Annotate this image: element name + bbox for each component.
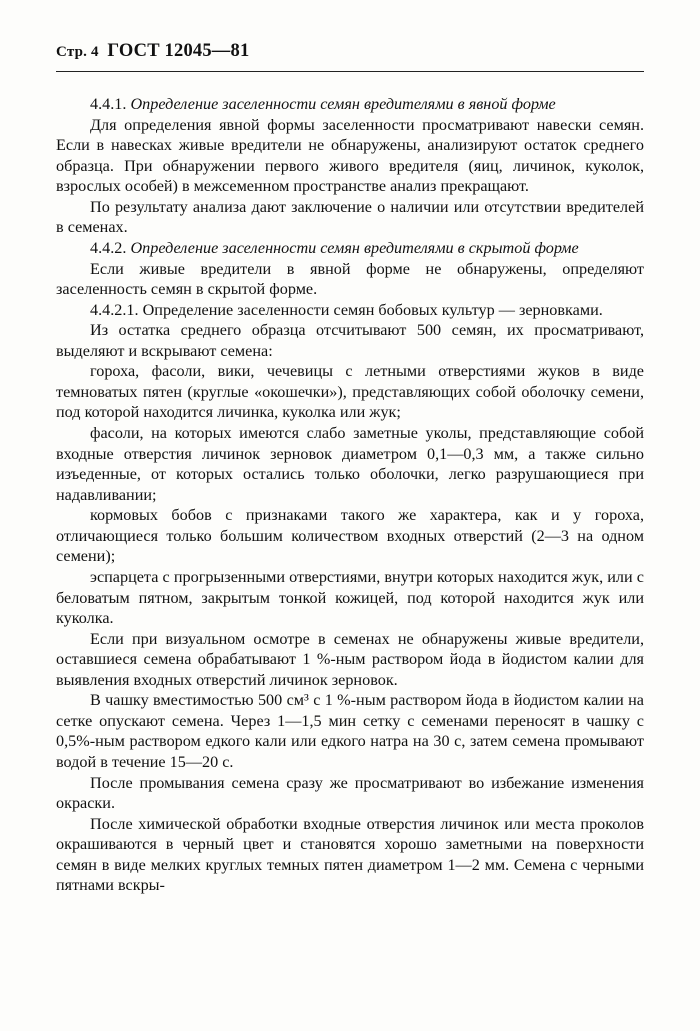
clause-number: 4.4.2.1. bbox=[90, 300, 139, 319]
clause-number: 4.4.2. bbox=[90, 238, 127, 257]
clause-title: Определение заселенности семян вредителями в явной форме bbox=[130, 95, 556, 113]
document-body bbox=[56, 94, 644, 896]
clause-4-4-1-heading bbox=[56, 94, 644, 115]
para-fodder-beans: кормовых бобов с признаками такого же характера, как и у гороха, отличающиеся только большим количеством входных отверстий (2—3 на одном семени); bbox=[56, 506, 644, 566]
page-number: Стр. 4 bbox=[56, 44, 99, 60]
para-iodine-treatment: Если при визуальном осмотре в семенах не обнаружены живые вредители, оставшиеся семена обрабатывают 1 %-ным раствором йода в йодистом калии для выявления входных отверстий личинок зерновок. bbox=[56, 629, 644, 689]
para-sainfoin: эспарцета с прогрызенными отверстиями, внутри которых находится жук, или с беловатым пятном, закрытым тонкой кожицей, под которой находится жук или куколка. bbox=[56, 567, 644, 628]
clause-4-4-2-1 bbox=[56, 300, 644, 321]
standard-designation: ГОСТ 12045—81 bbox=[107, 41, 250, 61]
para-cup-procedure: В чашку вместимостью 500 см³ с 1 %-ным раствором йода в йодистом калии на сетке опускают семена. Через 1—1,5 мин сетку с семенами переносят в чашку с 0,5%-ным раствором едкого кали или едкого натра на 30 с, затем семена промывают водой в течение 15—20 с. bbox=[56, 691, 644, 771]
para-obvious-form-2: По результату анализа дают заключение о наличии или отсутствии вредителей в семенах. bbox=[56, 197, 644, 237]
para-count-500: Из остатка среднего образца отсчитывают 500 семян, их просматривают, выделяют и вскрывают семена: bbox=[56, 321, 644, 360]
clause-text: Определение заселенности семян бобовых культур — зерновками. bbox=[142, 300, 603, 319]
para-peas: гороха, фасоли, вики, чечевицы с летными отверстиями жуков в виде темноватых пятен (круглые «окошечки»), представляющих собой оболочку семени, под которой находится личинка, куколка или жук; bbox=[56, 362, 644, 422]
clause-title: Определение заселенности семян вредителями в скрытой форме bbox=[130, 238, 579, 257]
para-beans: фасоли, на которых имеются слабо заметные уколы, представляющие собой входные отверстия личинок зерновок диаметром 0,1—0,3 мм, а также сильно изъеденные, от которых остались только оболочки, легко разрушающиеся при надавливании; bbox=[56, 424, 644, 504]
para-after-chemical: После химической обработки входные отверстия личинок или места проколов окрашиваются в черный цвет и становятся хорошо заметными на поверхности семян в виде мелких круглых темных пятен диаметром 1—2 мм. Семена с черными пятнами вскры- bbox=[56, 814, 644, 895]
para-obvious-form-1: Для определения явной формы заселенности просматривают навески семян. Если в навесках живые вредители не обнаружены, анализируют остаток среднего образца. При обнаружении первого живого вредителя (яиц, личинок, куколок, взрослых особей) в межсеменном пространстве анализ прекращают. bbox=[56, 115, 644, 196]
para-after-washing: После промывания семена сразу же просматривают во избежание изменения окраски. bbox=[56, 773, 644, 813]
para-hidden-form-1: Если живые вредители в явной форме не обнаружены, определяют заселенность семян в скрытой форме. bbox=[56, 259, 644, 299]
header-divider bbox=[56, 71, 644, 72]
clause-4-4-2-heading bbox=[56, 238, 644, 259]
page-header bbox=[56, 40, 644, 65]
clause-number: 4.4.1. bbox=[90, 95, 127, 113]
